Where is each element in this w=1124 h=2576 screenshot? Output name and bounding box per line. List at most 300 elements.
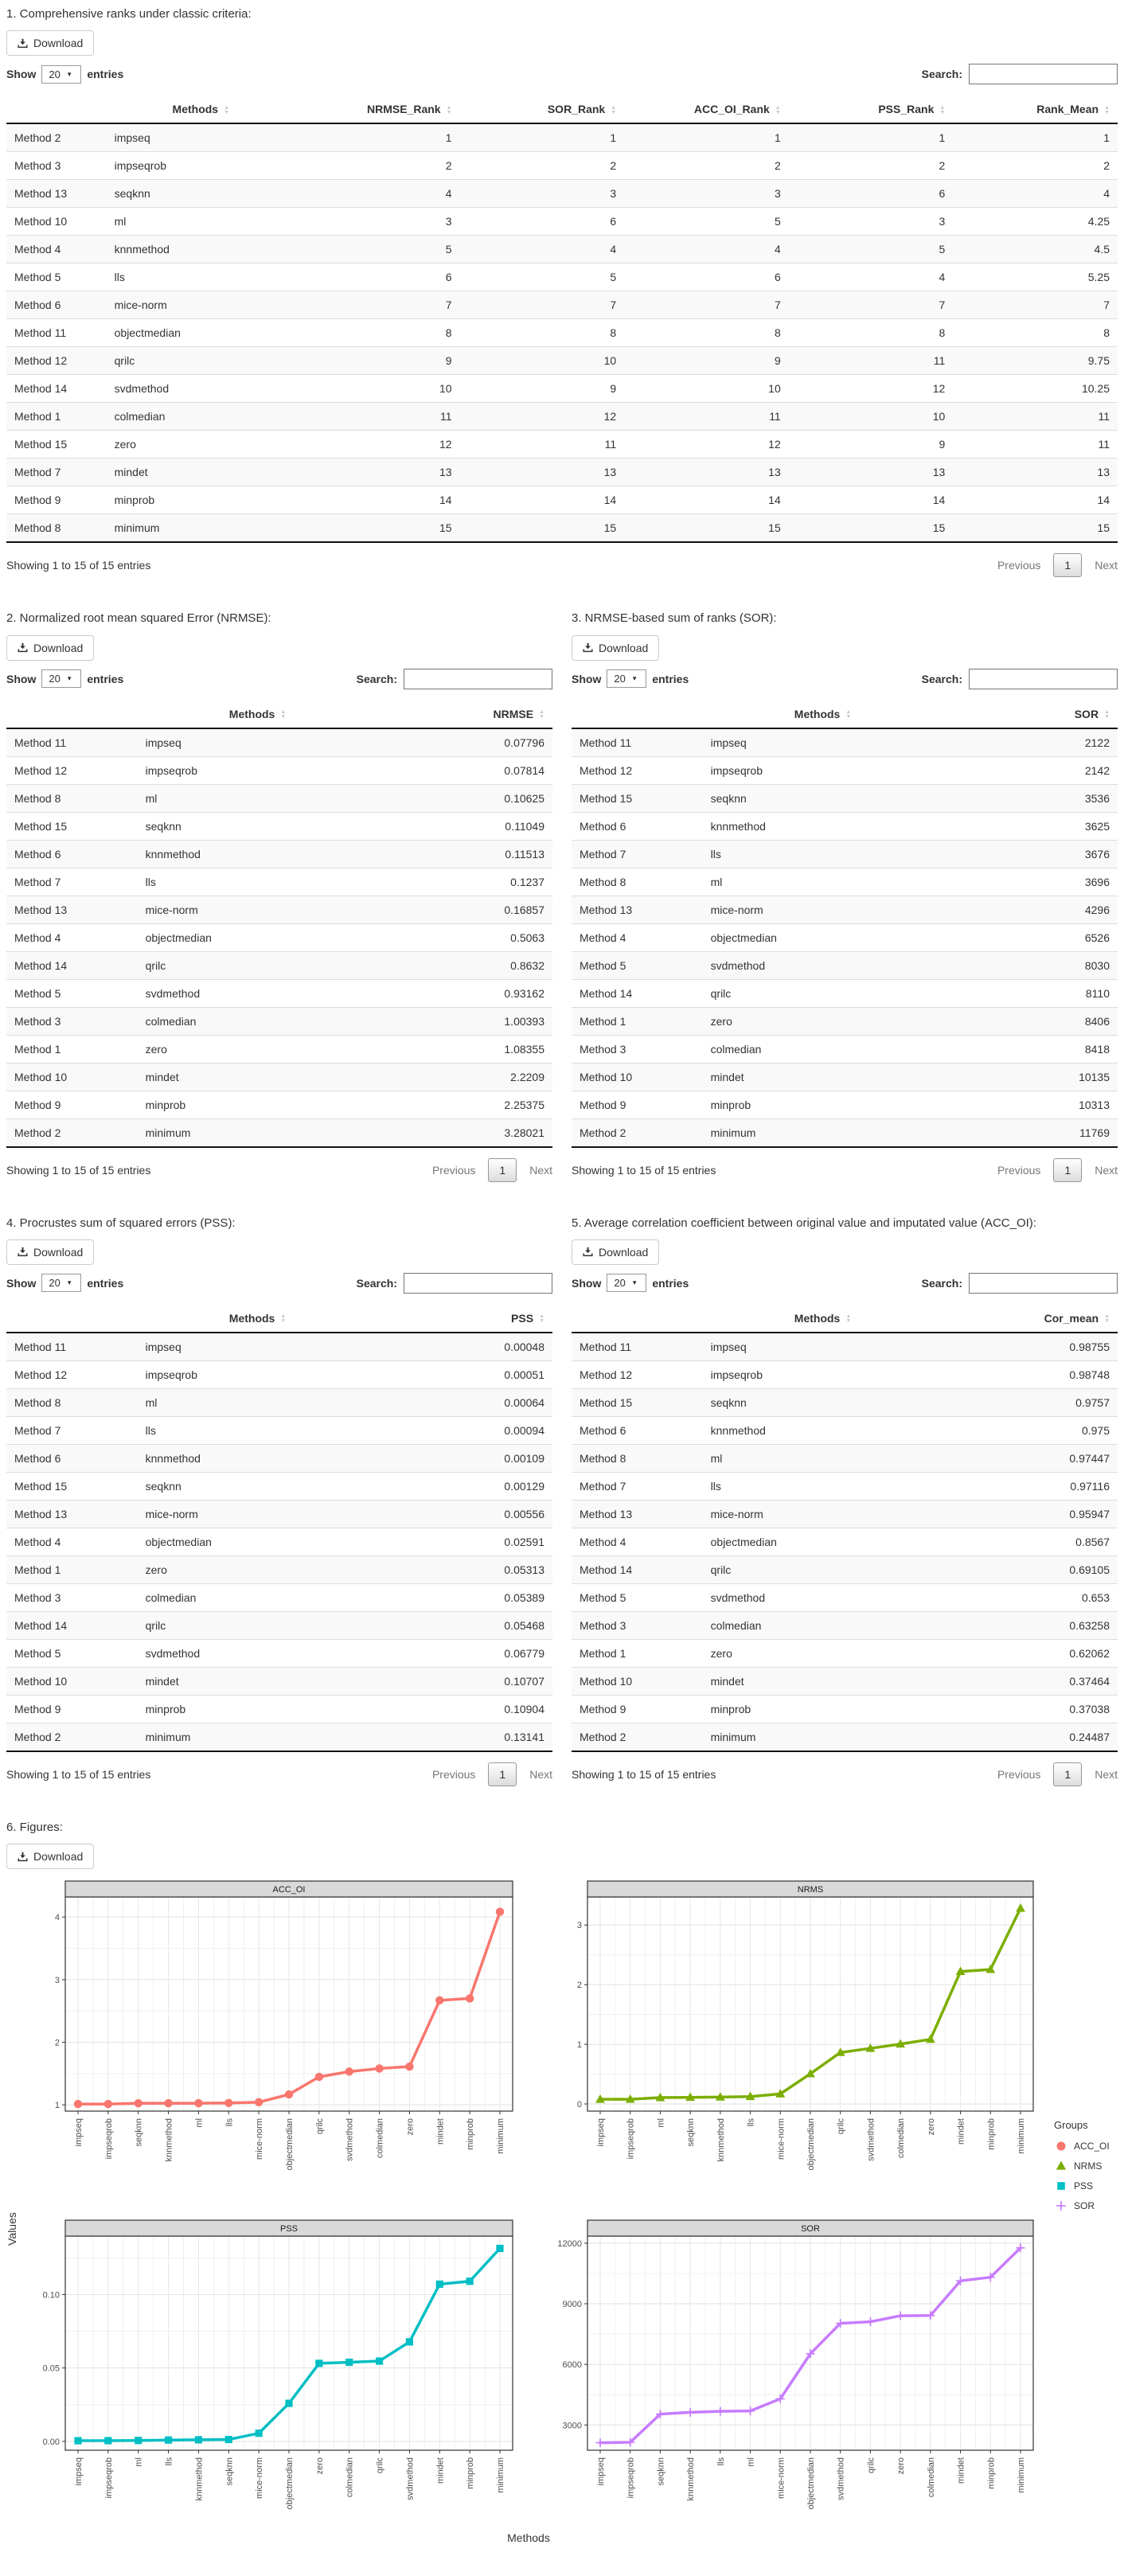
table-row	[6, 868, 552, 896]
row-name-cell: Method 13	[14, 1507, 68, 1520]
column-header-methods[interactable]	[703, 1305, 943, 1333]
row-name-cell: Method 14	[580, 1563, 633, 1576]
previous-button[interactable]: Previous	[431, 1163, 476, 1177]
svg-text:minimum: minimum	[1017, 2457, 1026, 2493]
method-cell: minimum	[145, 1126, 191, 1139]
table-row	[572, 1063, 1118, 1091]
method-cell: qrilc	[145, 958, 166, 972]
select-caret-icon: ▾	[632, 674, 637, 682]
row-name-cell: Method 10	[580, 1674, 633, 1688]
show-label: Show	[6, 68, 37, 81]
table-row	[572, 784, 1118, 812]
table-row	[6, 1035, 552, 1063]
value-cell: 14	[1097, 494, 1110, 507]
table-info: Showing 1 to 15 of 15 entries	[6, 1767, 151, 1781]
method-cell: ml	[114, 215, 127, 228]
svg-text:mindet: mindet	[435, 2457, 446, 2484]
download-label: Download	[599, 641, 649, 654]
value-cell: 12	[932, 382, 946, 396]
column-label: Methods	[794, 1311, 841, 1325]
svg-text:minprob: minprob	[466, 2118, 476, 2150]
section-figures	[6, 1820, 1118, 2557]
row-name-cell: Method 14	[14, 958, 68, 972]
method-cell: impseq	[710, 1340, 747, 1353]
section-title: 2. Normalized root mean squared Error (NRMSE):	[6, 611, 271, 626]
row-name-cell: Method 10	[14, 1070, 68, 1083]
value-cell: 3	[939, 215, 946, 228]
svg-text:objectmedian: objectmedian	[285, 2118, 295, 2171]
page-length-select[interactable]	[607, 669, 646, 688]
value-cell: 0.5063	[510, 931, 544, 944]
table-row	[572, 1528, 1118, 1555]
page-length-value: 20	[49, 1277, 60, 1290]
row-name-cell: Method 8	[580, 875, 626, 888]
figures-area	[6, 1880, 1118, 2557]
table-row	[572, 1360, 1118, 1388]
value-cell: 8	[1103, 326, 1110, 340]
row-name-cell: Method 6	[14, 1451, 61, 1465]
value-cell: 14	[932, 494, 946, 507]
value-cell: 7	[610, 299, 617, 312]
method-cell: impseq	[710, 736, 747, 749]
previous-button[interactable]: Previous	[997, 559, 1041, 572]
column-header-methods[interactable]	[107, 96, 295, 123]
row-name-cell: Method 5	[14, 1646, 61, 1660]
row-name-cell: Method 7	[14, 875, 61, 888]
table-row	[6, 319, 1118, 347]
column-header-pss_rank[interactable]	[789, 96, 954, 123]
search-input[interactable]	[969, 1273, 1118, 1294]
svg-text:1: 1	[54, 2101, 60, 2111]
column-header-pss[interactable]	[377, 1305, 552, 1333]
chart-legend	[1054, 2119, 1110, 2213]
row-name-cell: Method 14	[580, 986, 633, 1000]
value-cell: 11	[1098, 410, 1110, 423]
row-name-cell: Method 1	[580, 1646, 626, 1660]
svg-text:svdmethod: svdmethod	[866, 2118, 876, 2161]
select-caret-icon: ▾	[632, 1278, 637, 1287]
download-button[interactable]	[6, 30, 94, 56]
table-row	[6, 236, 1118, 263]
sort-icon: ▲ ▼	[845, 708, 852, 720]
method-cell: seqknn	[145, 819, 181, 833]
row-name-cell: Method 12	[580, 763, 633, 777]
table-row	[6, 812, 552, 840]
table-row	[572, 979, 1118, 1007]
value-cell: 10313	[1079, 1098, 1110, 1111]
next-button[interactable]: Next	[1095, 1767, 1118, 1781]
table-controls	[6, 669, 552, 689]
select-caret-icon: ▾	[67, 674, 72, 682]
row-name-cell: Method 12	[14, 763, 68, 777]
svg-text:SOR: SOR	[801, 2224, 820, 2234]
value-cell: 8	[939, 326, 946, 340]
row-name-cell: Method 13	[14, 903, 68, 916]
legend-item	[1054, 2199, 1110, 2213]
table-row	[6, 152, 1118, 180]
sort-icon: ▲ ▼	[775, 104, 781, 115]
svg-text:knnmethod: knnmethod	[716, 2118, 726, 2162]
table-row	[6, 1555, 552, 1583]
svg-text:minprob: minprob	[466, 2457, 476, 2489]
data-table	[6, 701, 552, 1148]
entries-label: entries	[652, 672, 689, 685]
value-cell: 12	[603, 410, 617, 423]
value-cell: 8418	[1084, 1042, 1110, 1056]
next-button[interactable]: Next	[529, 1163, 552, 1177]
svg-text:6000: 6000	[562, 2360, 582, 2371]
method-cell: minprob	[145, 1098, 186, 1111]
table-row	[6, 1091, 552, 1118]
value-cell: 15	[768, 521, 781, 535]
method-cell: mice-norm	[145, 903, 198, 916]
search-input[interactable]	[404, 669, 552, 689]
sort-icon: ▲ ▼	[939, 104, 946, 115]
value-cell: 0.00556	[504, 1507, 544, 1520]
search-input[interactable]	[969, 64, 1118, 84]
value-cell: 3	[445, 215, 452, 228]
value-cell: 4	[610, 243, 617, 256]
svg-text:1: 1	[576, 2040, 582, 2051]
sort-icon: ▲ ▼	[539, 708, 544, 720]
method-cell: impseq	[145, 1340, 181, 1353]
value-cell: 2	[939, 159, 946, 173]
download-button[interactable]	[6, 635, 94, 661]
value-cell: 13	[439, 466, 452, 479]
row-name-cell: Method 11	[14, 326, 67, 340]
method-cell: minimum	[710, 1730, 756, 1743]
svg-text:svdmethod: svdmethod	[345, 2118, 355, 2161]
row-name-cell: Method 9	[14, 1702, 61, 1715]
legend-key-square-icon	[1054, 2179, 1068, 2193]
download-button[interactable]	[6, 1239, 94, 1265]
method-cell: zero	[710, 1646, 732, 1660]
table-row	[572, 1091, 1118, 1118]
download-icon	[583, 1247, 593, 1257]
value-cell: 0.97116	[1070, 1479, 1110, 1493]
method-cell: knnmethod	[710, 819, 766, 833]
sort-icon: ▲ ▼	[845, 1313, 852, 1325]
row-name-cell: Method 2	[580, 1126, 626, 1139]
value-cell: 0.00094	[504, 1423, 544, 1437]
table-row	[6, 514, 1118, 543]
chart-sor	[546, 2219, 1040, 2531]
value-cell: 11	[769, 410, 781, 423]
table-row	[572, 812, 1118, 840]
table-row	[6, 459, 1118, 486]
select-caret-icon: ▾	[67, 69, 72, 78]
row-name-cell: Method 5	[580, 958, 626, 972]
column-label: NRMSE	[493, 707, 534, 720]
value-cell: 15	[439, 521, 452, 535]
svg-text:ml: ml	[656, 2118, 666, 2128]
previous-button[interactable]: Previous	[997, 1163, 1041, 1177]
search-label: Search:	[921, 672, 962, 685]
show-label: Show	[6, 1276, 37, 1290]
row-name-cell: Method 11	[14, 736, 67, 749]
column-label: SOR	[1074, 707, 1099, 720]
value-cell: 1.08355	[504, 1042, 544, 1056]
table-row	[6, 291, 1118, 319]
download-label: Download	[33, 641, 84, 654]
row-name-cell: Method 6	[14, 847, 61, 861]
row-name-cell: Method 15	[14, 438, 68, 451]
row-name-cell: Method 3	[14, 159, 61, 173]
value-cell: 0.00129	[504, 1479, 544, 1493]
row-name-cell: Method 1	[14, 410, 61, 423]
legend-item	[1054, 2159, 1110, 2173]
method-cell: mindet	[710, 1070, 744, 1083]
svg-text:knnmethod: knnmethod	[686, 2457, 697, 2501]
value-cell: 13	[603, 466, 617, 479]
value-cell: 0.37464	[1069, 1674, 1110, 1688]
row-name-cell: Method 13	[580, 903, 633, 916]
previous-button[interactable]: Previous	[431, 1767, 476, 1781]
data-table	[6, 96, 1118, 543]
table-row	[6, 896, 552, 923]
y-axis-label: Values	[5, 2212, 18, 2246]
svg-text:knnmethod: knnmethod	[194, 2457, 205, 2501]
value-cell: 0.07796	[504, 736, 544, 749]
value-cell: 0.98748	[1069, 1368, 1110, 1381]
legend-title: Groups	[1054, 2119, 1088, 2131]
svg-text:mice-norm: mice-norm	[255, 2457, 265, 2499]
value-cell: 4296	[1084, 903, 1110, 916]
download-icon	[18, 642, 28, 653]
column-label: Methods	[228, 1311, 275, 1325]
value-cell: 7	[1103, 299, 1110, 312]
column-header-rownames[interactable]	[572, 1305, 703, 1333]
value-cell: 2142	[1084, 763, 1110, 777]
value-cell: 0.10625	[504, 791, 544, 805]
column-header-acc_oi_rank[interactable]	[624, 96, 789, 123]
table-row	[572, 896, 1118, 923]
method-cell: lls	[710, 1479, 721, 1493]
svg-text:colmedian: colmedian	[926, 2457, 936, 2498]
value-cell: 4	[445, 187, 452, 201]
table-controls	[572, 1273, 1118, 1294]
row-name-cell: Method 10	[580, 1070, 633, 1083]
row-name-cell: Method 9	[14, 494, 61, 507]
download-button[interactable]	[572, 1239, 659, 1265]
method-cell: minimum	[114, 521, 160, 535]
current-page-button[interactable]: 1	[1053, 1762, 1082, 1786]
value-cell: 10135	[1079, 1070, 1110, 1083]
svg-text:impseq: impseq	[74, 2457, 84, 2486]
value-cell: 1	[1103, 131, 1110, 145]
sort-icon: ▲ ▼	[611, 104, 617, 115]
method-cell: objectmedian	[145, 931, 212, 944]
row-name-cell: Method 6	[580, 1423, 626, 1437]
value-cell: 4	[774, 243, 781, 256]
method-cell: qrilc	[114, 354, 135, 368]
table-footer	[572, 1762, 1118, 1786]
row-name-cell: Method 5	[14, 986, 61, 1000]
row-name-cell: Method 4	[14, 931, 61, 944]
value-cell: 13	[932, 466, 946, 479]
column-header-nrmse_rank[interactable]	[295, 96, 460, 123]
method-cell: knnmethod	[145, 847, 201, 861]
download-button[interactable]	[572, 635, 659, 661]
svg-text:qrilc: qrilc	[866, 2457, 876, 2474]
value-cell: 15	[932, 521, 946, 535]
row-name-cell: Method 15	[14, 819, 68, 833]
legend-label: NRMS	[1074, 2160, 1103, 2172]
method-cell: mice-norm	[114, 299, 167, 312]
method-cell: qrilc	[145, 1618, 166, 1632]
data-table-card	[6, 30, 1118, 577]
method-cell: impseqrob	[145, 763, 197, 777]
value-cell: 2	[1103, 159, 1110, 173]
column-header-cor_mean[interactable]	[943, 1305, 1118, 1333]
page-length-control	[572, 669, 689, 688]
download-button[interactable]	[6, 1844, 94, 1869]
table-row	[572, 1444, 1118, 1472]
table-row	[572, 1500, 1118, 1528]
row-name-cell: Method 10	[14, 215, 68, 228]
page-length-select[interactable]	[607, 1274, 646, 1292]
row-name-cell: Method 2	[14, 1730, 61, 1743]
page-length-select[interactable]	[41, 65, 81, 84]
page-length-select[interactable]	[41, 1274, 81, 1292]
svg-text:seqknn: seqknn	[224, 2457, 235, 2486]
row-name-cell: Method 11	[14, 1340, 67, 1353]
search-input[interactable]	[404, 1273, 552, 1294]
value-cell: 4.5	[1094, 243, 1110, 256]
method-cell: lls	[114, 271, 125, 284]
row-name-cell: Method 11	[580, 1340, 632, 1353]
next-button[interactable]: Next	[529, 1767, 552, 1781]
column-header-methods[interactable]	[138, 1305, 378, 1333]
previous-button[interactable]: Previous	[997, 1767, 1041, 1781]
column-label: PSS_Rank	[878, 103, 935, 116]
chart-nrms	[546, 1880, 1040, 2192]
method-cell: mindet	[114, 466, 148, 479]
svg-text:knnmethod: knnmethod	[164, 2118, 174, 2162]
value-cell: 12	[439, 438, 452, 451]
method-cell: mice-norm	[145, 1507, 198, 1520]
download-label: Download	[33, 37, 84, 50]
entries-label: entries	[87, 672, 124, 685]
svg-text:0.10: 0.10	[42, 2290, 60, 2301]
sort-icon: ▲ ▼	[280, 1313, 287, 1325]
svg-text:0: 0	[576, 2100, 582, 2110]
section-sor	[572, 599, 1118, 1204]
column-header-methods[interactable]	[703, 701, 943, 728]
svg-text:qrilc: qrilc	[375, 2457, 385, 2474]
value-cell: 10	[603, 354, 617, 368]
method-cell: svdmethod	[114, 382, 170, 396]
next-button[interactable]: Next	[1095, 1163, 1118, 1177]
svg-text:colmedian: colmedian	[345, 2457, 355, 2498]
value-cell: 9	[445, 354, 452, 368]
svg-text:lls: lls	[746, 2118, 756, 2127]
value-cell: 5	[774, 215, 781, 228]
value-cell: 4.25	[1087, 215, 1110, 228]
value-cell: 2.25375	[504, 1098, 544, 1111]
search-label: Search:	[356, 1276, 397, 1290]
method-cell: colmedian	[710, 1618, 762, 1632]
page-length-control	[6, 65, 123, 84]
section-title: 1. Comprehensive ranks under classic criteria:	[6, 7, 252, 21]
method-cell: colmedian	[145, 1590, 197, 1604]
table-row	[6, 979, 552, 1007]
current-page-button[interactable]: 1	[1053, 1158, 1082, 1182]
value-cell: 0.00051	[504, 1368, 544, 1381]
svg-text:mice-norm: mice-norm	[776, 2118, 786, 2160]
value-cell: 8110	[1085, 986, 1110, 1000]
row-name-cell: Method 12	[580, 1368, 633, 1381]
column-header-rownames[interactable]	[6, 1305, 138, 1333]
svg-text:2: 2	[54, 2038, 60, 2048]
current-page-button[interactable]: 1	[1053, 553, 1082, 577]
pagination	[432, 1158, 552, 1182]
method-cell: svdmethod	[145, 986, 201, 1000]
svg-text:colmedian: colmedian	[896, 2118, 907, 2159]
svg-text:mindet: mindet	[956, 2457, 966, 2484]
method-cell: knnmethod	[114, 243, 170, 256]
svg-text:zero: zero	[405, 2118, 416, 2136]
section-title: 5. Average correlation coefficient between original value and imputated value (ACC_OI):	[572, 1216, 1036, 1230]
page-length-control	[572, 1274, 689, 1292]
page-length-select[interactable]	[41, 669, 81, 688]
value-cell: 0.05389	[504, 1590, 544, 1604]
column-label: NRMSE_Rank	[367, 103, 441, 116]
value-cell: 0.00109	[504, 1451, 544, 1465]
column-header-rownames[interactable]	[572, 701, 703, 728]
select-caret-icon: ▾	[67, 1278, 72, 1287]
value-cell: 1	[774, 131, 781, 145]
value-cell: 0.05468	[504, 1618, 544, 1632]
column-header-rownames[interactable]	[6, 96, 107, 123]
table-row	[6, 1360, 552, 1388]
current-page-button[interactable]: 1	[488, 1762, 517, 1786]
column-header-sor_rank[interactable]	[460, 96, 625, 123]
search-input[interactable]	[969, 669, 1118, 689]
row-name-cell: Method 8	[14, 521, 61, 535]
legend-label: SOR	[1074, 2200, 1095, 2211]
value-cell: 12	[768, 438, 781, 451]
table-row	[6, 1583, 552, 1611]
legend-key-circle-icon	[1054, 2139, 1068, 2153]
value-cell: 0.975	[1081, 1423, 1110, 1437]
table-row	[6, 1007, 552, 1035]
column-header-methods[interactable]	[138, 701, 378, 728]
column-header-nrmse[interactable]	[377, 701, 552, 728]
table-info: Showing 1 to 15 of 15 entries	[6, 1163, 151, 1177]
svg-text:4: 4	[54, 1913, 60, 1923]
row-name-cell: Method 3	[14, 1014, 61, 1028]
data-table	[572, 1305, 1118, 1752]
svg-text:lls: lls	[716, 2457, 726, 2466]
pagination	[997, 1762, 1118, 1786]
svg-text:mice-norm: mice-norm	[255, 2118, 265, 2160]
column-header-sor[interactable]	[943, 701, 1118, 728]
table-row	[572, 1695, 1118, 1723]
column-header-rownames[interactable]	[6, 701, 138, 728]
method-cell: minimum	[145, 1730, 191, 1743]
section-pss	[6, 1204, 552, 1809]
svg-text:3: 3	[54, 1975, 60, 1985]
value-cell: 0.37038	[1069, 1702, 1110, 1715]
next-button[interactable]: Next	[1095, 559, 1118, 572]
table-row	[6, 1333, 552, 1361]
column-header-rank_mean[interactable]	[953, 96, 1118, 123]
row-name-cell: Method 10	[14, 1674, 68, 1688]
svg-text:zero: zero	[314, 2457, 325, 2475]
current-page-button[interactable]: 1	[488, 1158, 517, 1182]
svg-text:ACC_OI: ACC_OI	[272, 1885, 306, 1895]
